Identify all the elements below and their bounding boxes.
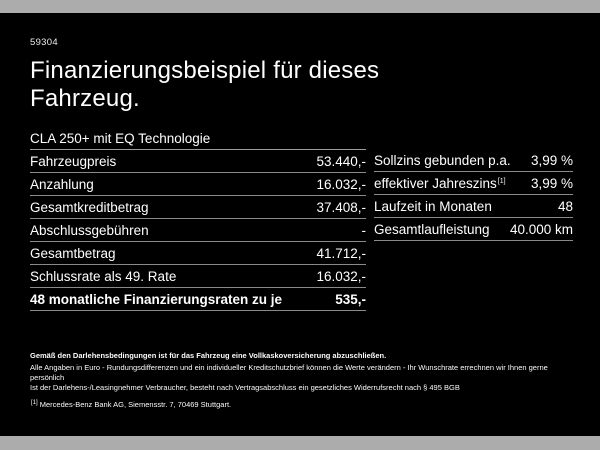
row-label: Abschlussgebühren <box>30 223 149 238</box>
row-label <box>374 176 506 192</box>
row-value: 3,99 % <box>530 153 573 168</box>
table-row-laufzeit <box>374 195 573 218</box>
row-label: Fahrzeugpreis <box>30 154 117 169</box>
table-row-sollzins <box>374 149 573 172</box>
footnote-marker: [1] <box>497 177 506 185</box>
row-value: 16.032,- <box>316 177 366 192</box>
row-label: Gesamtbetrag <box>30 246 116 261</box>
table-row-anzahlung <box>30 173 366 196</box>
row-value: - <box>361 223 366 238</box>
bank-footnote-text: Mercedes-Benz Bank AG, Siemensstr. 7, 70469 Stuttgart. <box>39 400 232 409</box>
row-value: 48 <box>557 199 573 214</box>
row-label: Sollzins gebunden p.a. <box>374 153 511 168</box>
financing-tables <box>30 127 573 311</box>
table-row-schlussrate <box>30 265 366 288</box>
table-row-gesamtkreditbetrag <box>30 196 366 219</box>
legal-notes <box>30 351 573 410</box>
financing-example-panel <box>0 13 600 410</box>
vehicle-model-row <box>30 127 366 150</box>
insurance-note: Gemäß den Darlehensbedingungen ist für das Fahrzeug eine Vollkaskoversicherung abzuschließen. <box>30 351 387 360</box>
bottom-frame-bar <box>0 436 600 450</box>
page-title <box>30 57 573 113</box>
row-label: Gesamtlaufleistung <box>374 222 490 237</box>
disclaimer-line-2: Ist der Darlehens-/Leasingnehmer Verbraucher, besteht nach Vertragsabschluss ein gesetzliches Widerrufsrecht nach § 495 BGB <box>30 383 460 392</box>
footnote-marker: [1] <box>31 399 38 406</box>
row-label: Schlussrate als 49. Rate <box>30 269 177 284</box>
top-frame-bar <box>0 0 600 13</box>
table-row-monatsrate <box>30 288 366 311</box>
listing-id: 59304 <box>30 37 58 48</box>
table-row-effektiver-jahreszins <box>374 172 573 195</box>
page-title-line-1: Finanzierungsbeispiel für dieses <box>30 57 380 84</box>
bank-footnote <box>30 400 573 410</box>
financing-cost-table <box>30 127 366 311</box>
vehicle-model: CLA 250+ mit EQ Technologie <box>30 131 211 146</box>
row-value: 40.000 km <box>509 222 573 237</box>
disclaimer-line-1: Alle Angaben in Euro - Rundungsdifferenzen und ein individueller Kreditschutzbrief können die Werte verändern - Ihr Wunschrate errechnen wir Ihnen gerne persönlich <box>30 363 548 382</box>
row-value: 535,- <box>335 292 366 307</box>
table-row-fahrzeugpreis <box>30 150 366 173</box>
row-label-text: effektiver Jahreszins <box>374 176 497 191</box>
row-value: 37.408,- <box>316 200 366 215</box>
row-value: 41.712,- <box>316 246 366 261</box>
row-label: Anzahlung <box>30 177 94 192</box>
row-value: 53.440,- <box>316 154 366 169</box>
row-label: Laufzeit in Monaten <box>374 199 492 214</box>
financing-conditions-table <box>374 127 573 241</box>
row-label: Gesamtkreditbetrag <box>30 200 149 215</box>
row-value: 16.032,- <box>316 269 366 284</box>
row-value: 3,99 % <box>530 176 573 191</box>
table-row-gesamtbetrag <box>30 242 366 265</box>
row-label: 48 monatliche Finanzierungsraten zu je <box>30 292 283 307</box>
table-row-abschlussgebuehren <box>30 219 366 242</box>
table-row-gesamtlaufleistung <box>374 218 573 241</box>
page-title-line-2: Fahrzeug. <box>30 85 140 112</box>
